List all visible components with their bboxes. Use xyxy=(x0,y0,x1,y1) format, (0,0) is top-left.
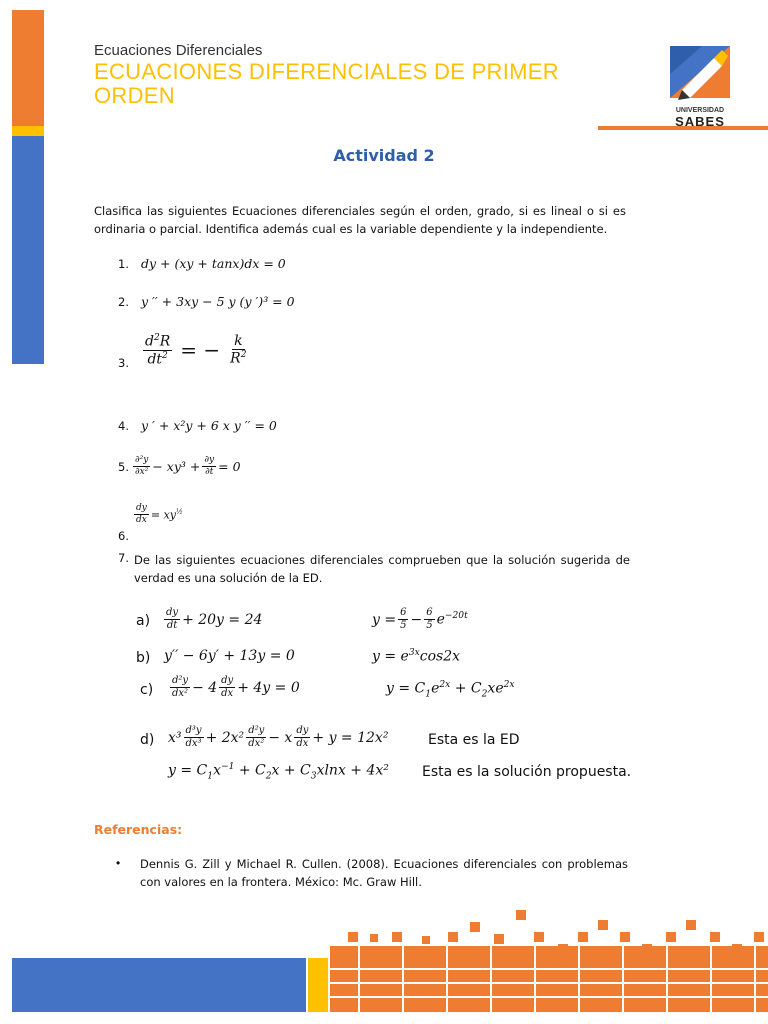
item-7-number: 7. xyxy=(118,551,129,565)
university-logo xyxy=(668,44,732,129)
references-title: Referencias: xyxy=(94,822,183,837)
sidebar-orange-bar xyxy=(12,10,44,126)
sub-item-b-equation: y′′ − 6y′ + 13y = 0 xyxy=(164,648,295,664)
equation-3: 3. $\frac{d^2R}{dt^2}$ = − $\frac{k}{R^2}$ xyxy=(118,333,247,371)
sub-item-d-label: d) xyxy=(140,732,155,748)
footer-blue-bar xyxy=(12,958,306,1012)
footer-pixel-pattern xyxy=(330,910,768,1012)
item-7-text: De las siguientes ecuaciones diferenciales comprueben que la solución sugerida de verdad es una solución de la ED. xyxy=(134,553,630,585)
ed-note: Esta es la ED xyxy=(428,732,520,748)
sub-item-d-equation: x³ $\frac{\text{d³y}}{\text{dx³}}$ + 2x² $\frac{\text{d²y}}{\text{dx²}}$ − x $\frac{dy}{dx}$ + y = 12x² xyxy=(168,725,389,749)
instructions-text: Clasifica las siguientes Ecuaciones diferenciales según el orden, grado, si es lineal o si es ordinaria o parcial. Identifica además cual es la variable dependiente y la independiente. xyxy=(94,204,626,236)
sub-item-a-solution: y = $\frac{6}{5}$ − $\frac{6}{5}$ $e^{-20t}$ xyxy=(372,607,468,631)
logo-line1: UNIVERSIDAD xyxy=(675,107,725,114)
sub-item-d-solution: $y = C_1x^{-1} + C_2x + C_3xlnx + 4x^2$ xyxy=(168,762,389,782)
reference-entry: Dennis G. Zill y Michael R. Cullen. (2008). Ecuaciones diferenciales con problemas con valores en la frontera. México: Mc. Graw Hill. xyxy=(140,857,628,889)
item-number: 1. xyxy=(118,256,129,271)
sub-item-c-label: c) xyxy=(140,682,154,698)
logo-emblem-icon xyxy=(668,44,732,100)
equation-2: 2. y ′′ + 3xy − 5 y (y ′)³ = 0 xyxy=(118,294,295,309)
header-subject: Ecuaciones Diferenciales xyxy=(94,42,263,59)
bullet-icon: • xyxy=(116,856,121,870)
sidebar-yellow-bar xyxy=(12,126,44,136)
equation-5: 5. $\frac{\text{∂²y}}{\text{∂x²}}$ − xy³ + $\frac{\partial y}{\partial t}$ = 0 xyxy=(118,455,241,477)
solution-note: Esta es la solución propuesta. xyxy=(422,764,632,780)
activity-heading: Actividad 2 xyxy=(333,146,435,165)
footer-yellow-bar xyxy=(308,958,328,1012)
page-title: ECUACIONES DIFERENCIALES DE PRIMER ORDEN xyxy=(94,59,559,108)
sub-item-c-equation: $\frac{\text{d²y}}{\text{dx²}}$ − 4 $\frac{dy}{dx}$ + 4y = 0 xyxy=(172,675,300,699)
sub-item-a-equation: $\frac{dy}{dt}$ + 20y = 24 xyxy=(166,607,263,631)
sub-item-c-solution: $y = C_1e^{2x} + C_2xe^{2x}$ xyxy=(386,680,515,700)
item-number: 4. xyxy=(118,418,129,433)
item-number: 3. xyxy=(118,356,129,371)
sub-item-b-solution: $y = e^{3x}\cos 2x$ xyxy=(372,648,461,665)
sub-item-b-label: b) xyxy=(136,650,151,666)
equation-1: 1. dy + (xy + tanx)dx = 0 xyxy=(118,256,286,271)
equation-4: 4. y ′ + x²y + 6 x y ′′ = 0 xyxy=(118,418,277,433)
item-number: 2. xyxy=(118,294,129,309)
sidebar-blue-bar xyxy=(12,136,44,364)
item-number: 6. xyxy=(118,529,129,543)
logo-line2: SABES xyxy=(675,114,725,129)
sub-item-a-label: a) xyxy=(136,613,151,629)
item-number: 5. xyxy=(118,459,129,474)
equation-6: $\frac{dy}{dx}$ = $xy^{\frac{1}{2}}$ 6. xyxy=(118,503,183,543)
